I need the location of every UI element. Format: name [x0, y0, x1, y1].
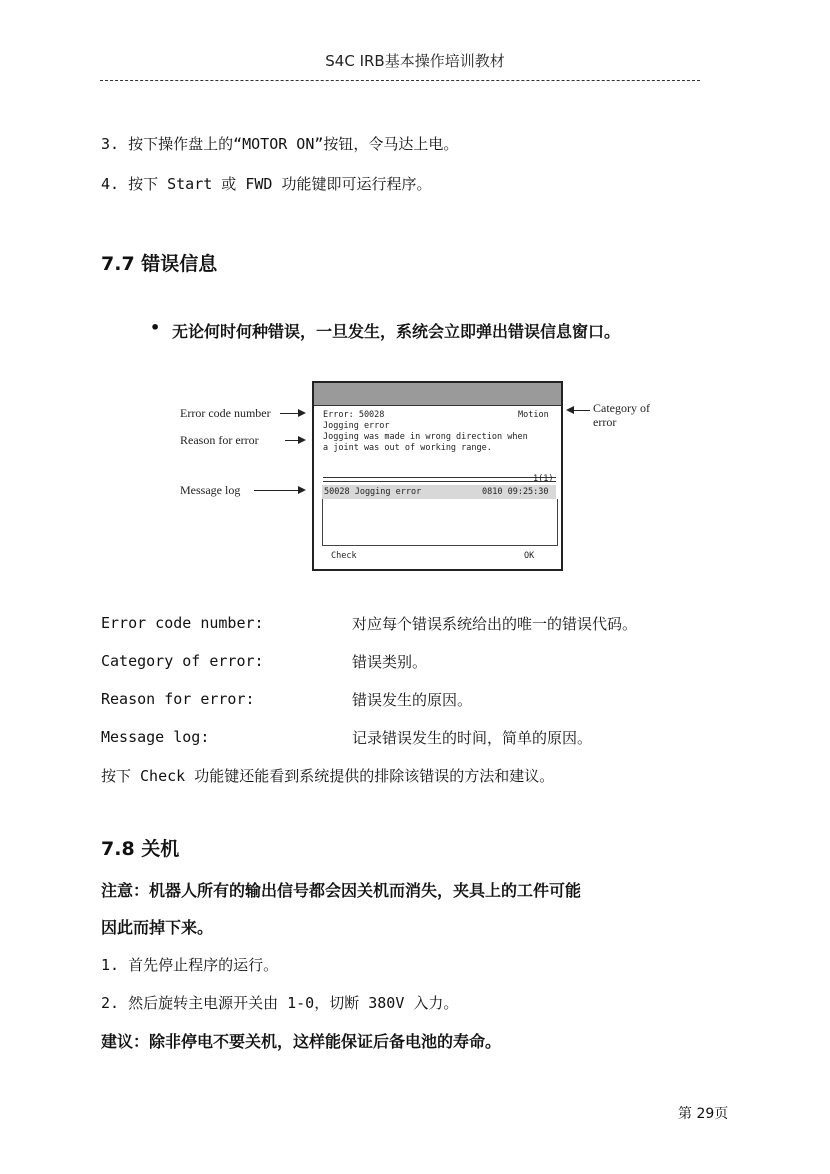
shutdown-step-2: 2. 然后旋转主电源开关由 1-0，切断 380V 入力。: [101, 994, 459, 1012]
def-desc-reason: 错误发生的原因。: [352, 691, 473, 709]
bullet-dot: •: [150, 318, 161, 337]
page-number: 第 29页: [678, 1106, 729, 1122]
label-message-log: Message log: [180, 483, 241, 497]
screen-log-entry[interactable]: [322, 485, 556, 499]
screen-reason-line1: Jogging was made in wrong direction when: [323, 432, 528, 442]
def-term-reason: Reason for error:: [101, 690, 255, 708]
page-header-title: S4C IRB基本操作培训教材: [325, 52, 505, 70]
screen-reason-title: Jogging error: [323, 421, 390, 431]
step-3-text: 3. 按下操作盘上的“MOTOR ON”按钮，令马达上电。: [101, 135, 459, 153]
screen-log-divider: [323, 477, 556, 482]
arrow-error-code-head: [298, 409, 306, 417]
label-category-line2: error: [593, 415, 617, 429]
screen-ok-key[interactable]: OK: [524, 551, 535, 561]
def-desc-message-log: 记录错误发生的时间，简单的原因。: [352, 729, 593, 747]
error-window-titlebar: [314, 383, 561, 406]
step-4-text: 4. 按下 Start 或 FWD 功能键即可运行程序。: [101, 175, 432, 193]
arrow-message-log-line: [254, 490, 298, 491]
def-desc-category: 错误类别。: [352, 653, 428, 671]
note-line-2: 因此而掉下来。: [101, 918, 214, 937]
label-category-line1: Category of: [593, 401, 650, 415]
advice-text: 建议：除非停电不要关机，这样能保证后备电池的寿命。: [101, 1032, 502, 1051]
header-divider: [100, 80, 700, 81]
screen-log-entry-text: 50028 Jogging error: [324, 487, 422, 497]
arrow-error-code-line: [280, 413, 298, 414]
screen-log-entry-time: 0810 09:25:30: [482, 487, 549, 497]
note-line-1: 注意：机器人所有的输出信号都会因关机而消失，夹具上的工件可能: [101, 881, 582, 900]
def-term-error-code: Error code number:: [101, 614, 264, 632]
arrow-category-head: [566, 406, 574, 414]
screen-reason-line2: a joint was out of working range.: [323, 443, 492, 453]
screen-page-indicator: 1(1): [533, 474, 554, 484]
arrow-message-log-head: [298, 486, 306, 494]
label-reason-for-error: Reason for error: [180, 433, 259, 447]
section-7-8-heading: 7.8 关机: [101, 838, 180, 860]
label-error-code-number: Error code number: [180, 406, 271, 420]
section-7-7-heading: 7.7 错误信息: [101, 253, 218, 275]
arrow-reason-head: [298, 436, 306, 444]
arrow-reason-line: [285, 440, 298, 441]
def-term-message-log: Message log:: [101, 728, 210, 746]
def-desc-error-code: 对应每个错误系统给出的唯一的错误代码。: [352, 615, 638, 633]
def-term-category: Category of error:: [101, 652, 264, 670]
bullet-text: 无论何时何种错误，一旦发生，系统会立即弹出错误信息窗口。: [172, 322, 621, 341]
shutdown-step-1: 1. 首先停止程序的运行。: [101, 956, 279, 974]
screen-log-area: [322, 499, 558, 546]
check-key-hint: 按下 Check 功能键还能看到系统提供的排除该错误的方法和建议。: [101, 767, 555, 785]
screen-check-key[interactable]: Check: [331, 551, 357, 561]
screen-error-code: Error: 50028: [323, 410, 385, 420]
error-window-screen: [312, 381, 563, 571]
screen-category: Motion: [518, 410, 549, 420]
arrow-category-line: [574, 410, 590, 411]
